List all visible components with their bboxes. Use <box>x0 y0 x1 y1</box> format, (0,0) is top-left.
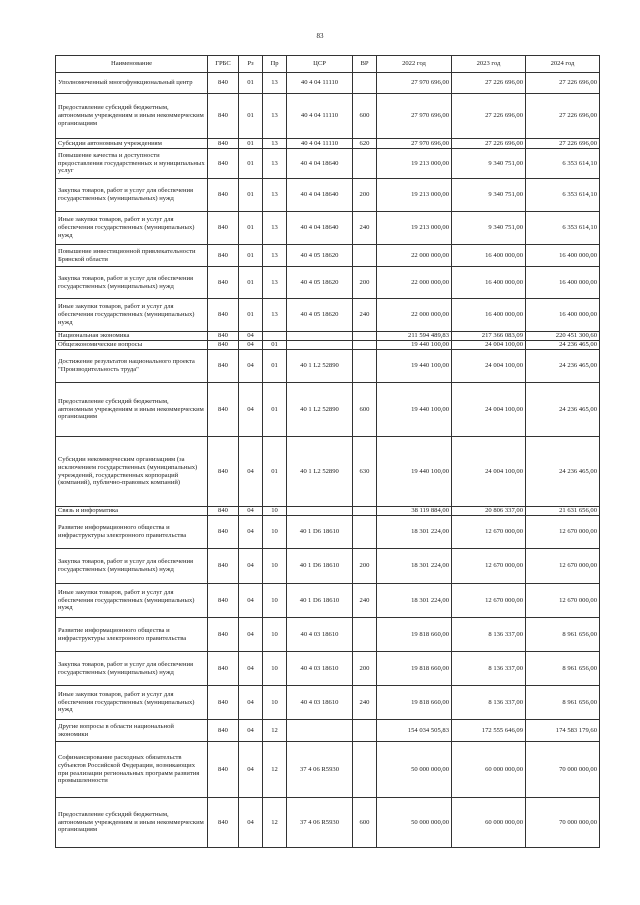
row-grbs: 840 <box>208 652 239 686</box>
row-rz: 04 <box>239 742 263 798</box>
row-2024: 220 451 300,60 <box>526 332 600 341</box>
table-row <box>56 212 600 245</box>
row-grbs: 840 <box>208 618 239 652</box>
row-name: Другие вопросы в области национальной экономики <box>56 720 208 742</box>
row-2022: 154 034 505,83 <box>377 720 452 742</box>
row-2022: 18 301 224,00 <box>377 549 452 584</box>
row-vr <box>353 720 377 742</box>
row-rz: 01 <box>239 94 263 139</box>
row-2022: 38 119 884,00 <box>377 507 452 516</box>
row-csr: 40 4 03 18610 <box>287 652 353 686</box>
row-2024: 12 670 000,00 <box>526 516 600 549</box>
row-grbs: 840 <box>208 507 239 516</box>
row-grbs: 840 <box>208 350 239 383</box>
row-2024: 24 236 465,00 <box>526 437 600 507</box>
row-name: Предоставление субсидий бюджетным, автономным учреждениям и иным некоммерческим организациям <box>56 94 208 139</box>
row-2024: 16 400 000,00 <box>526 245 600 267</box>
row-vr: 240 <box>353 212 377 245</box>
row-name: Закупка товаров, работ и услуг для обеспечения государственных (муниципальных) нужд <box>56 267 208 299</box>
row-pr: 01 <box>263 350 287 383</box>
row-2022: 19 213 000,00 <box>377 179 452 212</box>
row-2024: 24 236 465,00 <box>526 383 600 437</box>
row-rz: 04 <box>239 332 263 341</box>
row-2023: 24 004 100,00 <box>452 350 526 383</box>
row-2024: 6 353 614,10 <box>526 179 600 212</box>
row-name: Предоставление субсидий бюджетным, автономным учреждениям и иным некоммерческим организациям <box>56 383 208 437</box>
row-vr: 240 <box>353 299 377 332</box>
row-rz: 04 <box>239 686 263 720</box>
row-2023: 60 000 000,00 <box>452 742 526 798</box>
row-rz: 01 <box>239 245 263 267</box>
row-2022: 19 213 000,00 <box>377 212 452 245</box>
row-csr: 40 4 03 18610 <box>287 618 353 652</box>
row-grbs: 840 <box>208 139 239 149</box>
row-grbs: 840 <box>208 267 239 299</box>
row-pr: 13 <box>263 73 287 94</box>
table-row <box>56 618 600 652</box>
row-grbs: 840 <box>208 149 239 179</box>
row-2023: 24 004 100,00 <box>452 341 526 350</box>
row-name: Связь и информатика <box>56 507 208 516</box>
table-row <box>56 139 600 149</box>
row-2024: 8 961 656,00 <box>526 618 600 652</box>
row-2023: 9 340 751,00 <box>452 179 526 212</box>
row-rz: 04 <box>239 507 263 516</box>
row-name: Развитие информационного общества и инфраструктуры электронного правительства <box>56 618 208 652</box>
row-pr: 01 <box>263 383 287 437</box>
row-name: Субсидии автономным учреждениям <box>56 139 208 149</box>
table-row <box>56 507 600 516</box>
row-rz: 04 <box>239 652 263 686</box>
row-name: Закупка товаров, работ и услуг для обеспечения государственных (муниципальных) нужд <box>56 549 208 584</box>
row-grbs: 840 <box>208 179 239 212</box>
table-row <box>56 94 600 139</box>
header-2022: 2022 год <box>377 56 452 73</box>
row-csr: 40 1 L2 52890 <box>287 383 353 437</box>
row-csr: 40 4 05 18620 <box>287 267 353 299</box>
row-grbs: 840 <box>208 73 239 94</box>
row-2023: 217 366 083,09 <box>452 332 526 341</box>
row-2022: 22 000 000,00 <box>377 245 452 267</box>
row-2023: 12 670 000,00 <box>452 549 526 584</box>
row-grbs: 840 <box>208 245 239 267</box>
row-2023: 172 555 646,09 <box>452 720 526 742</box>
row-pr: 13 <box>263 149 287 179</box>
row-name: Иные закупки товаров, работ и услуг для обеспечения государственных (муниципальных) нужд <box>56 686 208 720</box>
row-grbs: 840 <box>208 332 239 341</box>
row-csr: 40 1 D6 18610 <box>287 549 353 584</box>
row-csr: 40 4 04 18640 <box>287 212 353 245</box>
row-2022: 211 594 489,83 <box>377 332 452 341</box>
row-pr: 13 <box>263 299 287 332</box>
row-2022: 19 818 660,00 <box>377 652 452 686</box>
row-csr: 40 1 L2 52890 <box>287 437 353 507</box>
row-2023: 12 670 000,00 <box>452 516 526 549</box>
row-pr: 10 <box>263 584 287 618</box>
row-csr: 40 4 03 18610 <box>287 686 353 720</box>
row-2023: 20 806 337,00 <box>452 507 526 516</box>
row-2024: 21 631 656,00 <box>526 507 600 516</box>
row-name: Национальная экономика <box>56 332 208 341</box>
budget-table <box>55 55 600 848</box>
row-pr: 12 <box>263 720 287 742</box>
row-rz: 04 <box>239 383 263 437</box>
row-name: Повышение инвестиционной привлекательности Брянской области <box>56 245 208 267</box>
row-2023: 27 226 696,00 <box>452 94 526 139</box>
table-header-row <box>56 56 600 73</box>
row-2024: 174 583 179,60 <box>526 720 600 742</box>
row-name: Достижение результатов национального проекта "Производительность труда" <box>56 350 208 383</box>
row-rz: 04 <box>239 437 263 507</box>
row-2024: 8 961 656,00 <box>526 652 600 686</box>
row-name: Закупка товаров, работ и услуг для обеспечения государственных (муниципальных) нужд <box>56 652 208 686</box>
table-row <box>56 383 600 437</box>
row-grbs: 840 <box>208 742 239 798</box>
row-rz: 04 <box>239 350 263 383</box>
row-vr <box>353 516 377 549</box>
row-csr: 40 4 04 18640 <box>287 149 353 179</box>
page-number: 83 <box>316 32 324 40</box>
row-csr: 40 4 04 11110 <box>287 73 353 94</box>
row-pr: 01 <box>263 437 287 507</box>
row-pr: 10 <box>263 618 287 652</box>
row-csr: 37 4 06 R5930 <box>287 742 353 798</box>
row-pr: 01 <box>263 341 287 350</box>
row-name: Иные закупки товаров, работ и услуг для обеспечения государственных (муниципальных) нужд <box>56 212 208 245</box>
row-2024: 12 670 000,00 <box>526 549 600 584</box>
row-grbs: 840 <box>208 584 239 618</box>
row-2022: 50 000 000,00 <box>377 742 452 798</box>
row-2024: 27 226 696,00 <box>526 94 600 139</box>
row-vr: 240 <box>353 584 377 618</box>
row-name: Уполномоченный многофункциональный центр <box>56 73 208 94</box>
header-2023: 2023 год <box>452 56 526 73</box>
table-row <box>56 549 600 584</box>
row-name: Софинансирование расходных обязательств субъектов Российской Федерации, возникающих при реализации региональных программ развития промышленности <box>56 742 208 798</box>
row-2022: 27 970 696,00 <box>377 94 452 139</box>
row-vr: 600 <box>353 94 377 139</box>
row-2023: 16 400 000,00 <box>452 245 526 267</box>
row-vr <box>353 742 377 798</box>
row-csr: 40 4 04 11110 <box>287 94 353 139</box>
row-vr <box>353 149 377 179</box>
row-pr: 10 <box>263 507 287 516</box>
row-2022: 19 818 660,00 <box>377 686 452 720</box>
row-csr: 40 4 05 18620 <box>287 245 353 267</box>
row-2023: 27 226 696,00 <box>452 139 526 149</box>
row-grbs: 840 <box>208 299 239 332</box>
table-row <box>56 798 600 848</box>
row-pr: 10 <box>263 686 287 720</box>
row-2022: 19 818 660,00 <box>377 618 452 652</box>
row-vr <box>353 332 377 341</box>
header-rz: Рз <box>239 56 263 73</box>
row-vr <box>353 350 377 383</box>
table-row <box>56 149 600 179</box>
table-row <box>56 332 600 341</box>
row-csr: 40 1 L2 52890 <box>287 350 353 383</box>
row-grbs: 840 <box>208 686 239 720</box>
table-row <box>56 267 600 299</box>
table-row <box>56 73 600 94</box>
row-pr: 10 <box>263 652 287 686</box>
row-rz: 01 <box>239 179 263 212</box>
row-2023: 27 226 696,00 <box>452 73 526 94</box>
row-2023: 16 400 000,00 <box>452 267 526 299</box>
row-rz: 04 <box>239 618 263 652</box>
row-vr <box>353 245 377 267</box>
row-pr: 13 <box>263 139 287 149</box>
row-2024: 12 670 000,00 <box>526 584 600 618</box>
row-csr: 40 1 D6 18610 <box>287 584 353 618</box>
row-2024: 24 236 465,00 <box>526 350 600 383</box>
row-2022: 18 301 224,00 <box>377 516 452 549</box>
row-rz: 01 <box>239 299 263 332</box>
header-pr: Пр <box>263 56 287 73</box>
row-grbs: 840 <box>208 549 239 584</box>
row-csr <box>287 507 353 516</box>
row-name: Иные закупки товаров, работ и услуг для обеспечения государственных (муниципальных) нужд <box>56 299 208 332</box>
row-csr: 37 4 06 R5930 <box>287 798 353 848</box>
row-name: Развитие информационного общества и инфраструктуры электронного правительства <box>56 516 208 549</box>
table-row <box>56 584 600 618</box>
row-2022: 19 440 100,00 <box>377 350 452 383</box>
row-2022: 50 000 000,00 <box>377 798 452 848</box>
header-csr: ЦСР <box>287 56 353 73</box>
row-grbs: 840 <box>208 212 239 245</box>
row-2023: 9 340 751,00 <box>452 149 526 179</box>
row-grbs: 840 <box>208 341 239 350</box>
row-2024: 6 353 614,10 <box>526 149 600 179</box>
row-pr: 13 <box>263 179 287 212</box>
row-2024: 8 961 656,00 <box>526 686 600 720</box>
row-pr: 13 <box>263 245 287 267</box>
row-2023: 12 670 000,00 <box>452 584 526 618</box>
row-rz: 04 <box>239 798 263 848</box>
row-vr <box>353 507 377 516</box>
row-vr: 200 <box>353 549 377 584</box>
row-2022: 19 440 100,00 <box>377 383 452 437</box>
row-vr: 620 <box>353 139 377 149</box>
row-2022: 27 970 696,00 <box>377 73 452 94</box>
row-csr: 40 4 05 18620 <box>287 299 353 332</box>
row-2024: 24 236 465,00 <box>526 341 600 350</box>
table-row <box>56 437 600 507</box>
header-grbs: ГРБС <box>208 56 239 73</box>
row-rz: 01 <box>239 139 263 149</box>
row-csr <box>287 341 353 350</box>
row-vr: 200 <box>353 652 377 686</box>
row-rz: 01 <box>239 73 263 94</box>
row-grbs: 840 <box>208 383 239 437</box>
row-2024: 16 400 000,00 <box>526 299 600 332</box>
row-2023: 16 400 000,00 <box>452 299 526 332</box>
row-vr <box>353 341 377 350</box>
row-pr: 13 <box>263 267 287 299</box>
row-rz: 01 <box>239 212 263 245</box>
row-csr <box>287 332 353 341</box>
row-2022: 19 213 000,00 <box>377 149 452 179</box>
row-2022: 22 000 000,00 <box>377 299 452 332</box>
row-vr: 600 <box>353 383 377 437</box>
table-row <box>56 245 600 267</box>
header-vr: ВР <box>353 56 377 73</box>
row-2023: 60 000 000,00 <box>452 798 526 848</box>
row-2023: 9 340 751,00 <box>452 212 526 245</box>
table-row <box>56 686 600 720</box>
row-pr: 10 <box>263 549 287 584</box>
row-grbs: 840 <box>208 437 239 507</box>
row-csr: 40 4 04 18640 <box>287 179 353 212</box>
row-grbs: 840 <box>208 516 239 549</box>
row-grbs: 840 <box>208 94 239 139</box>
header-name: Наименование <box>56 56 208 73</box>
row-2024: 70 000 000,00 <box>526 742 600 798</box>
row-rz: 01 <box>239 149 263 179</box>
row-2024: 70 000 000,00 <box>526 798 600 848</box>
row-pr: 12 <box>263 742 287 798</box>
row-name: Иные закупки товаров, работ и услуг для обеспечения государственных (муниципальных) нужд <box>56 584 208 618</box>
row-name: Предоставление субсидий бюджетным, автономным учреждениям и иным некоммерческим организациям <box>56 798 208 848</box>
row-csr: 40 4 04 11110 <box>287 139 353 149</box>
header-2024: 2024 год <box>526 56 600 73</box>
row-2023: 8 136 337,00 <box>452 686 526 720</box>
row-2024: 27 226 696,00 <box>526 139 600 149</box>
row-2022: 27 970 696,00 <box>377 139 452 149</box>
row-name: Общеэкономические вопросы <box>56 341 208 350</box>
row-csr: 40 1 D6 18610 <box>287 516 353 549</box>
row-pr <box>263 332 287 341</box>
row-2022: 22 000 000,00 <box>377 267 452 299</box>
row-name: Повышение качества и доступности предоставления государственных и муниципальных услуг <box>56 149 208 179</box>
row-pr: 13 <box>263 212 287 245</box>
table-row <box>56 341 600 350</box>
row-2024: 6 353 614,10 <box>526 212 600 245</box>
row-2023: 24 004 100,00 <box>452 383 526 437</box>
row-pr: 12 <box>263 798 287 848</box>
row-2022: 19 440 100,00 <box>377 341 452 350</box>
row-rz: 04 <box>239 549 263 584</box>
table-row <box>56 179 600 212</box>
table-row <box>56 652 600 686</box>
row-vr <box>353 73 377 94</box>
row-2024: 16 400 000,00 <box>526 267 600 299</box>
row-vr <box>353 618 377 652</box>
row-grbs: 840 <box>208 720 239 742</box>
row-vr: 200 <box>353 179 377 212</box>
row-vr: 200 <box>353 267 377 299</box>
row-rz: 04 <box>239 341 263 350</box>
table-row <box>56 299 600 332</box>
row-grbs: 840 <box>208 798 239 848</box>
row-2024: 27 226 696,00 <box>526 73 600 94</box>
row-rz: 01 <box>239 267 263 299</box>
row-name: Закупка товаров, работ и услуг для обеспечения государственных (муниципальных) нужд <box>56 179 208 212</box>
row-pr: 10 <box>263 516 287 549</box>
table-row <box>56 742 600 798</box>
row-2023: 8 136 337,00 <box>452 652 526 686</box>
row-vr: 240 <box>353 686 377 720</box>
row-2023: 24 004 100,00 <box>452 437 526 507</box>
row-rz: 04 <box>239 720 263 742</box>
row-rz: 04 <box>239 584 263 618</box>
row-vr: 630 <box>353 437 377 507</box>
row-rz: 04 <box>239 516 263 549</box>
row-2023: 8 136 337,00 <box>452 618 526 652</box>
table-row <box>56 720 600 742</box>
row-name: Субсидии некоммерческим организациям (за исключением государственных (муниципальных) учреждений, государственных корпораций (компаний), публично-правовых компаний) <box>56 437 208 507</box>
row-csr <box>287 720 353 742</box>
row-2022: 18 301 224,00 <box>377 584 452 618</box>
table-row <box>56 516 600 549</box>
row-pr: 13 <box>263 94 287 139</box>
table-row <box>56 350 600 383</box>
row-vr: 600 <box>353 798 377 848</box>
row-2022: 19 440 100,00 <box>377 437 452 507</box>
